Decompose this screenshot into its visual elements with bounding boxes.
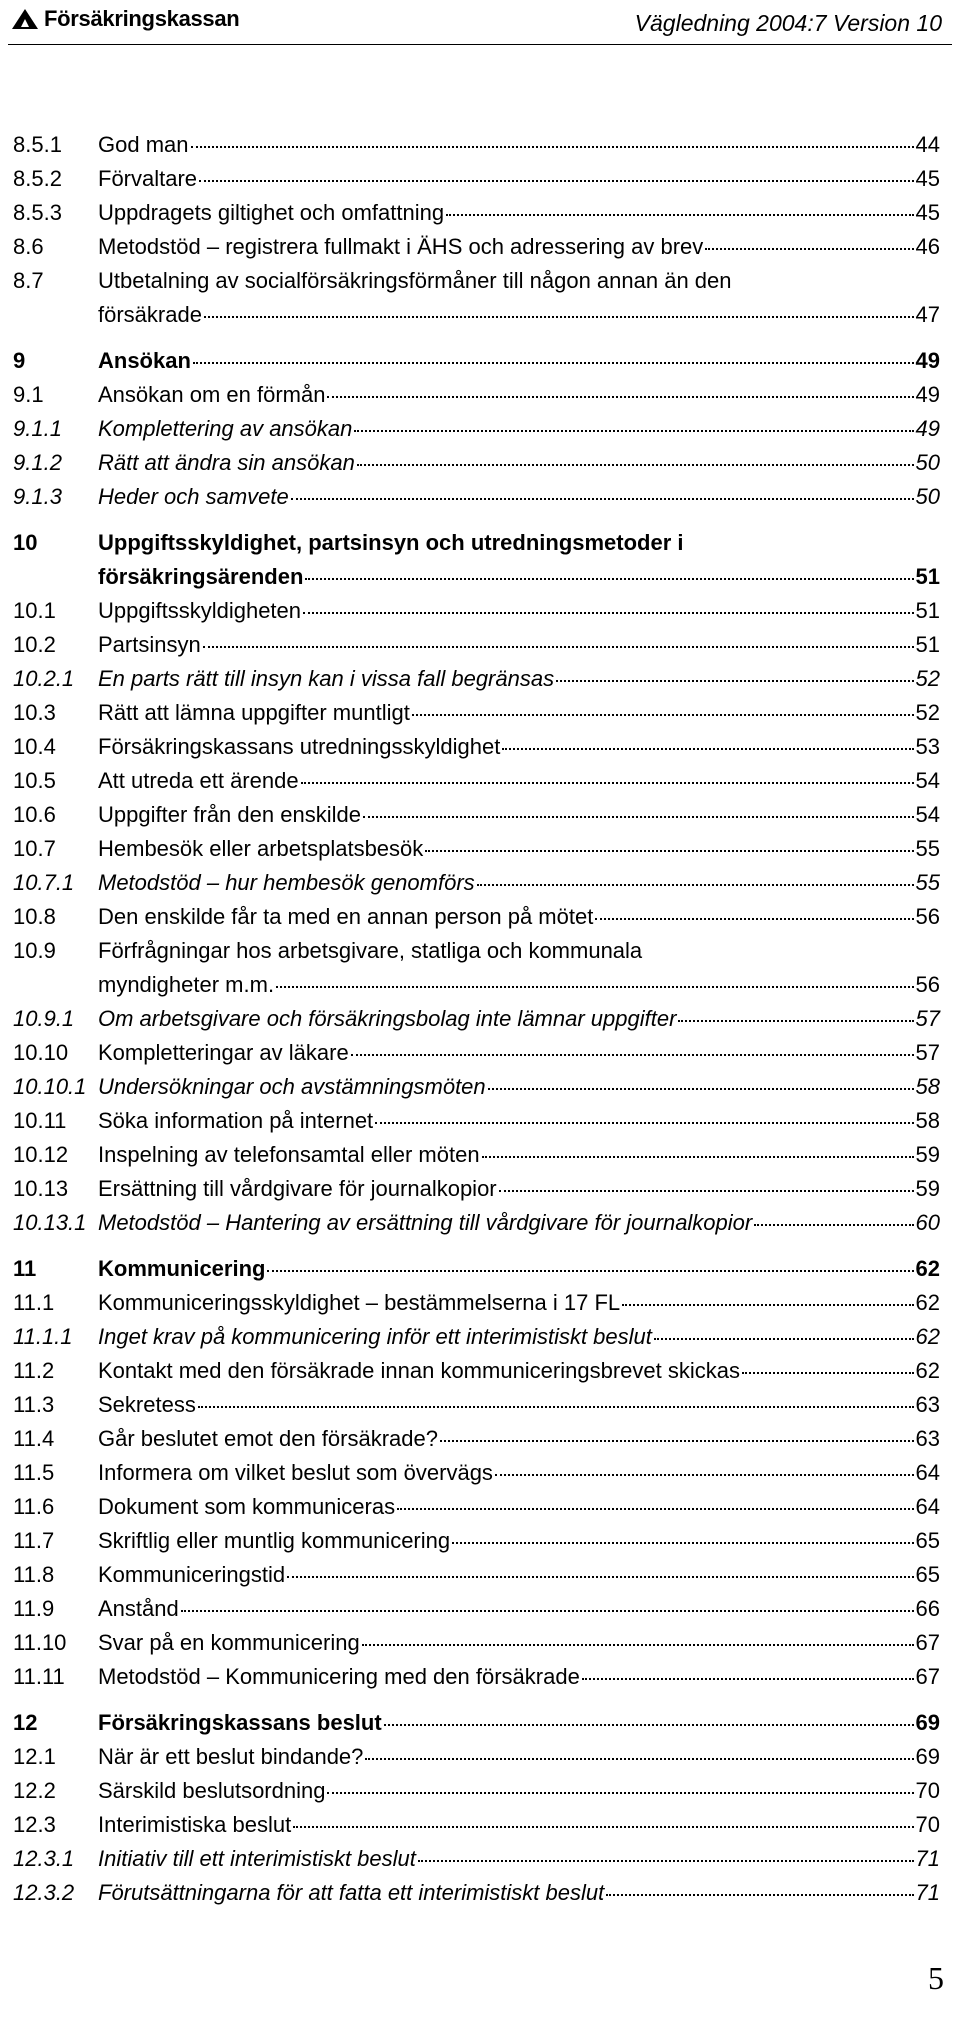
toc-entry-page: 47 — [915, 302, 940, 327]
toc-entry-page: 51 — [915, 632, 940, 657]
dot-leader — [446, 214, 913, 216]
toc-entry[interactable] — [13, 900, 940, 934]
toc-entry-number: 8.6 — [13, 234, 44, 259]
toc-entry[interactable] — [13, 196, 940, 230]
toc-entry-page: 49 — [915, 348, 940, 373]
toc-entry-number: 10.2.1 — [13, 666, 75, 691]
toc-entry-page: 65 — [915, 1528, 940, 1553]
dot-leader — [754, 1224, 913, 1226]
toc-entry-page: 56 — [915, 904, 940, 929]
toc-entry-number: 11.6 — [13, 1494, 55, 1519]
toc-entry-title: När är ett beslut bindande? — [98, 1744, 364, 1769]
toc-entry-title: Undersökningar och avstämningsmöten — [98, 1074, 486, 1099]
toc-entry-number: 8.5.1 — [13, 132, 62, 157]
dot-leader — [440, 1440, 914, 1442]
toc-entry-number: 9.1.3 — [13, 484, 62, 509]
toc-entry-title: Utbetalning av socialförsäkringsförmåner till någon annan än den — [98, 268, 732, 293]
toc-entry-title: Informera om vilket beslut som övervägs — [98, 1460, 493, 1485]
toc-entry-title: Initiativ till ett interimistiskt beslut — [98, 1846, 416, 1871]
dot-leader — [181, 1610, 914, 1612]
toc-entry-title: Metodstöd – hur hembesök genomförs — [98, 870, 475, 895]
dot-leader — [499, 1190, 914, 1192]
toc-entry-number: 10.3 — [13, 700, 56, 725]
toc-entry[interactable] — [13, 1036, 940, 1070]
toc-entry-page: 57 — [915, 1040, 940, 1065]
dot-leader — [375, 1122, 913, 1124]
dot-leader — [327, 1792, 913, 1794]
toc-entry-number: 10 — [13, 530, 38, 555]
dot-leader — [742, 1372, 914, 1374]
dot-leader — [362, 1644, 914, 1646]
dot-leader — [301, 782, 914, 784]
toc-entry[interactable] — [13, 1422, 940, 1456]
toc-entry-page: 63 — [915, 1426, 940, 1451]
toc-entry-number: 10.2 — [13, 632, 56, 657]
toc-entry-page: 58 — [915, 1074, 940, 1099]
toc-entry-number: 9 — [13, 348, 26, 373]
toc-entry-title: Rätt att ändra sin ansökan — [98, 450, 355, 475]
toc-entry[interactable] — [13, 1660, 940, 1694]
toc-entry-title: Kommuniceringsskyldighet – bestämmelserna i 17 FL — [98, 1290, 621, 1315]
toc-entry[interactable] — [13, 1456, 940, 1490]
toc-entry[interactable] — [13, 1286, 940, 1320]
toc-entry-page: 51 — [915, 598, 940, 623]
toc-entry-page: 53 — [915, 734, 940, 759]
toc-entry-number: 11.10 — [13, 1630, 67, 1655]
toc-entry-page: 54 — [915, 802, 940, 827]
toc-entry-title: Interimistiska beslut — [98, 1812, 292, 1837]
dot-leader — [452, 1542, 913, 1544]
toc-entry[interactable] — [13, 1558, 940, 1592]
toc-entry-number: 10.11 — [13, 1108, 67, 1133]
toc-entry[interactable] — [13, 1104, 940, 1138]
toc-entry[interactable] — [13, 1706, 940, 1740]
toc-entry-number: 12.3.2 — [13, 1880, 75, 1905]
toc-entry[interactable] — [13, 1524, 940, 1558]
toc-entry-number: 10.9.1 — [13, 1006, 75, 1031]
toc-entry-number: 12.1 — [13, 1744, 56, 1769]
toc-entry-number: 10.8 — [13, 904, 56, 929]
toc-entry-number: 10.7 — [13, 836, 56, 861]
toc-entry[interactable] — [13, 128, 940, 162]
toc-entry-title: Försäkringskassans utredningsskyldighet — [98, 734, 501, 759]
page-number: 5 — [928, 1960, 944, 1996]
toc-entry-page: 52 — [915, 666, 940, 691]
toc-entry-page: 67 — [915, 1630, 940, 1655]
toc-entry-page: 62 — [915, 1256, 940, 1281]
toc-entry-page: 56 — [915, 972, 940, 997]
dot-leader — [267, 1270, 913, 1272]
toc-entry[interactable] — [13, 1252, 940, 1286]
toc-entry-title: God man — [98, 132, 189, 157]
toc-entry-number: 10.1 — [13, 598, 56, 623]
toc-entry[interactable] — [13, 480, 940, 514]
toc-entry-title: Uppdragets giltighet och omfattning — [98, 200, 445, 225]
toc-entry-page: 63 — [915, 1392, 940, 1417]
toc-entry-title: Uppgifter från den enskilde — [98, 802, 361, 827]
toc-entry-title-continued: försäkrade — [98, 302, 202, 327]
dot-leader — [482, 1156, 914, 1158]
dot-leader — [488, 1088, 914, 1090]
dot-leader — [191, 146, 914, 148]
dot-leader — [397, 1508, 913, 1510]
dot-leader — [351, 1054, 914, 1056]
dot-leader — [477, 884, 914, 886]
toc-entry-page: 52 — [915, 700, 940, 725]
toc-entry-page: 59 — [915, 1176, 940, 1201]
toc-entry-title: Metodstöd – Kommunicering med den försäkrade — [98, 1664, 580, 1689]
dot-leader — [293, 1826, 913, 1828]
forsakringskassan-logo — [10, 6, 239, 32]
toc-entry-page: 54 — [915, 768, 940, 793]
toc-entry-page: 62 — [915, 1358, 940, 1383]
toc-entry-page: 51 — [915, 564, 940, 589]
logo-icon — [10, 7, 40, 31]
toc-entry-number: 11.8 — [13, 1562, 55, 1587]
toc-entry-title: Förvaltare — [98, 166, 198, 191]
toc-entry-page: 69 — [915, 1744, 940, 1769]
dot-leader — [327, 396, 913, 398]
toc-entry-number: 11 — [13, 1256, 37, 1281]
toc-entry-number: 11.4 — [13, 1426, 55, 1451]
toc-entry-page: 59 — [915, 1142, 940, 1167]
dot-leader — [198, 1406, 914, 1408]
toc-entry-page: 50 — [915, 484, 940, 509]
toc-entry[interactable] — [13, 378, 940, 412]
header-divider — [8, 44, 952, 45]
toc-entry-title: Partsinsyn — [98, 632, 201, 657]
toc-entry-number: 9.1.1 — [13, 416, 62, 441]
toc-entry-page: 70 — [915, 1778, 940, 1803]
table-of-contents — [13, 128, 940, 1910]
toc-entry-page: 44 — [915, 132, 940, 157]
toc-entry-page: 45 — [915, 166, 940, 191]
toc-entry[interactable] — [13, 1592, 940, 1626]
toc-entry[interactable] — [13, 1206, 940, 1240]
dot-leader — [291, 498, 914, 500]
toc-entry-title: Uppgiftsskyldigheten — [98, 598, 302, 623]
toc-entry-title: Går beslutet emot den försäkrade? — [98, 1426, 438, 1451]
toc-entry-number: 10.12 — [13, 1142, 69, 1167]
toc-entry[interactable] — [13, 412, 940, 446]
dot-leader — [654, 1338, 914, 1340]
toc-entry[interactable] — [13, 1876, 940, 1910]
toc-entry-number: 8.5.2 — [13, 166, 62, 191]
toc-entry[interactable] — [13, 344, 940, 378]
toc-entry-page: 57 — [915, 1006, 940, 1031]
dot-leader — [705, 248, 913, 250]
toc-entry[interactable] — [13, 1138, 940, 1172]
toc-entry[interactable] — [13, 264, 940, 332]
toc-entry[interactable] — [13, 662, 940, 696]
toc-entry-title: Ansökan — [98, 348, 191, 373]
dot-leader — [193, 362, 914, 364]
dot-leader — [357, 464, 914, 466]
logo-text: Försäkringskassan — [44, 6, 240, 31]
toc-entry-title: Skriftlig eller muntlig kommunicering — [98, 1528, 451, 1553]
toc-entry-title: Anstånd — [98, 1596, 179, 1621]
toc-entry-number: 11.1 — [13, 1290, 55, 1315]
toc-entry-page: 62 — [915, 1290, 940, 1315]
toc-entry-title: Förfrågningar hos arbetsgivare, statliga och kommunala — [98, 938, 643, 963]
dot-leader — [595, 918, 913, 920]
toc-entry-page: 69 — [915, 1710, 940, 1735]
toc-entry-page: 64 — [915, 1460, 940, 1485]
toc-entry[interactable] — [13, 866, 940, 900]
dot-leader — [199, 180, 913, 182]
toc-entry-page: 66 — [915, 1596, 940, 1621]
toc-entry-title: Rätt att lämna uppgifter muntligt — [98, 700, 410, 725]
toc-entry-number: 10.10 — [13, 1040, 69, 1065]
dot-leader — [384, 1724, 914, 1726]
toc-entry-number: 12.2 — [13, 1778, 56, 1803]
toc-entry-title: Försäkringskassans beslut — [98, 1710, 382, 1735]
dot-leader — [303, 612, 914, 614]
toc-entry-page: 62 — [915, 1324, 940, 1349]
dot-leader — [495, 1474, 914, 1476]
toc-entry-number: 10.13.1 — [13, 1210, 87, 1235]
toc-entry-title: Hembesök eller arbetsplatsbesök — [98, 836, 424, 861]
toc-entry-title: Förutsättningarna för att fatta ett interimistiskt beslut — [98, 1880, 605, 1905]
toc-entry-title: Sekretess — [98, 1392, 196, 1417]
dot-leader — [305, 578, 913, 580]
toc-entry-number: 12.3.1 — [13, 1846, 75, 1871]
toc-entry-title: Uppgiftsskyldighet, partsinsyn och utredningsmetoder i — [98, 530, 684, 555]
toc-entry[interactable] — [13, 764, 940, 798]
toc-entry[interactable] — [13, 230, 940, 264]
toc-entry-page: 49 — [915, 382, 940, 407]
toc-entry-number: 12.3 — [13, 1812, 56, 1837]
toc-entry-title: Särskild beslutsordning — [98, 1778, 326, 1803]
toc-entry[interactable] — [13, 1626, 940, 1660]
toc-entry[interactable] — [13, 1320, 940, 1354]
dot-leader — [287, 1576, 913, 1578]
toc-entry-title: Söka information på internet — [98, 1108, 374, 1133]
toc-entry-title: Ersättning till vårdgivare för journalkopior — [98, 1176, 497, 1201]
toc-entry-title: Dokument som kommuniceras — [98, 1494, 396, 1519]
toc-entry[interactable] — [13, 1172, 940, 1206]
dot-leader — [276, 986, 913, 988]
toc-entry-page: 50 — [915, 450, 940, 475]
toc-entry-page: 60 — [915, 1210, 940, 1235]
toc-entry-number: 8.5.3 — [13, 200, 62, 225]
dot-leader — [363, 816, 914, 818]
toc-entry[interactable] — [13, 594, 940, 628]
toc-entry-number: 11.11 — [13, 1664, 65, 1689]
toc-entry-title-continued: myndigheter m.m. — [98, 972, 275, 997]
toc-entry[interactable] — [13, 1070, 940, 1104]
toc-entry-title: Metodstöd – Hantering av ersättning till vårdgivare för journalkopior — [98, 1210, 753, 1235]
toc-entry-number: 11.1.1 — [13, 1324, 73, 1349]
toc-entry[interactable] — [13, 162, 940, 196]
toc-entry[interactable] — [13, 526, 940, 594]
toc-entry-title: Att utreda ett ärende — [98, 768, 299, 793]
toc-entry-title: Metodstöd – registrera fullmakt i ÄHS och adressering av brev — [98, 234, 704, 259]
toc-entry[interactable] — [13, 1002, 940, 1036]
toc-entry[interactable] — [13, 798, 940, 832]
dot-leader — [622, 1304, 913, 1306]
dot-leader — [412, 714, 914, 716]
dot-leader — [582, 1678, 914, 1680]
toc-entry-title: Om arbetsgivare och försäkringsbolag inte lämnar uppgifter — [98, 1006, 677, 1031]
toc-entry-number: 10.7.1 — [13, 870, 75, 895]
dot-leader — [606, 1894, 913, 1896]
toc-entry-page: 55 — [915, 836, 940, 861]
page-header — [0, 0, 960, 46]
toc-entry-page: 71 — [915, 1846, 940, 1871]
dot-leader — [203, 646, 914, 648]
dot-leader — [204, 316, 914, 318]
toc-entry-title: En parts rätt till insyn kan i vissa fall begränsas — [98, 666, 555, 691]
toc-entry[interactable] — [13, 832, 940, 866]
toc-entry[interactable] — [13, 1354, 940, 1388]
toc-entry-number: 9.1.2 — [13, 450, 62, 475]
toc-entry-title: Ansökan om en förmån — [98, 382, 326, 407]
toc-entry-page: 46 — [915, 234, 940, 259]
toc-entry-page: 64 — [915, 1494, 940, 1519]
toc-entry-number: 10.9 — [13, 938, 56, 963]
toc-entry-number: 10.4 — [13, 734, 56, 759]
toc-entry-number: 9.1 — [13, 382, 44, 407]
dot-leader — [678, 1020, 913, 1022]
toc-entry-number: 11.7 — [13, 1528, 55, 1553]
dot-leader — [556, 680, 913, 682]
toc-entry[interactable] — [13, 628, 940, 662]
toc-entry[interactable] — [13, 1490, 940, 1524]
toc-entry-number: 10.13 — [13, 1176, 69, 1201]
toc-entry-number: 10.10.1 — [13, 1074, 87, 1099]
toc-entry-page: 71 — [915, 1880, 940, 1905]
toc-entry-title: Inget krav på kommunicering inför ett interimistiskt beslut — [98, 1324, 652, 1349]
toc-entry[interactable] — [13, 446, 940, 480]
toc-entry-page: 58 — [915, 1108, 940, 1133]
toc-entry-page: 67 — [915, 1664, 940, 1689]
dot-leader — [365, 1758, 913, 1760]
toc-entry-title: Kommuniceringstid — [98, 1562, 286, 1587]
toc-entry[interactable] — [13, 1388, 940, 1422]
toc-entry-number: 11.3 — [13, 1392, 55, 1417]
dot-leader — [418, 1860, 914, 1862]
dot-leader — [354, 430, 913, 432]
toc-entry[interactable] — [13, 1808, 940, 1842]
toc-entry[interactable] — [13, 1740, 940, 1774]
toc-entry-title: Svar på en kommunicering — [98, 1630, 360, 1655]
toc-entry-number: 12 — [13, 1710, 38, 1735]
document-label: Vägledning 2004:7 Version 10 — [634, 10, 942, 36]
toc-entry-number: 11.2 — [13, 1358, 55, 1383]
toc-entry[interactable] — [13, 730, 940, 764]
toc-entry-title: Inspelning av telefonsamtal eller möten — [98, 1142, 480, 1167]
toc-entry-title-continued: försäkringsärenden — [98, 564, 304, 589]
toc-entry-number: 10.6 — [13, 802, 56, 827]
toc-entry-title: Kompletteringar av läkare — [98, 1040, 349, 1065]
toc-entry[interactable] — [13, 934, 940, 1002]
toc-entry-title: Den enskilde får ta med en annan person på mötet — [98, 904, 594, 929]
toc-entry-number: 10.5 — [13, 768, 56, 793]
toc-entry-page: 55 — [915, 870, 940, 895]
toc-entry-page: 49 — [915, 416, 940, 441]
toc-entry-page: 70 — [915, 1812, 940, 1837]
toc-entry-number: 11.5 — [13, 1460, 55, 1485]
toc-entry-title: Kommunicering — [98, 1256, 266, 1281]
dot-leader — [425, 850, 913, 852]
dot-leader — [502, 748, 913, 750]
toc-entry-number: 11.9 — [13, 1596, 55, 1621]
toc-entry-title: Kontakt med den försäkrade innan kommuniceringsbrevet skickas — [98, 1358, 740, 1383]
toc-entry-title: Heder och samvete — [98, 484, 289, 509]
toc-entry-page: 45 — [915, 200, 940, 225]
toc-entry-page: 65 — [915, 1562, 940, 1587]
toc-entry-number: 8.7 — [13, 268, 44, 293]
toc-entry-title: Komplettering av ansökan — [98, 416, 353, 441]
toc-entry[interactable] — [13, 696, 940, 730]
toc-entry[interactable] — [13, 1774, 940, 1808]
toc-entry[interactable] — [13, 1842, 940, 1876]
